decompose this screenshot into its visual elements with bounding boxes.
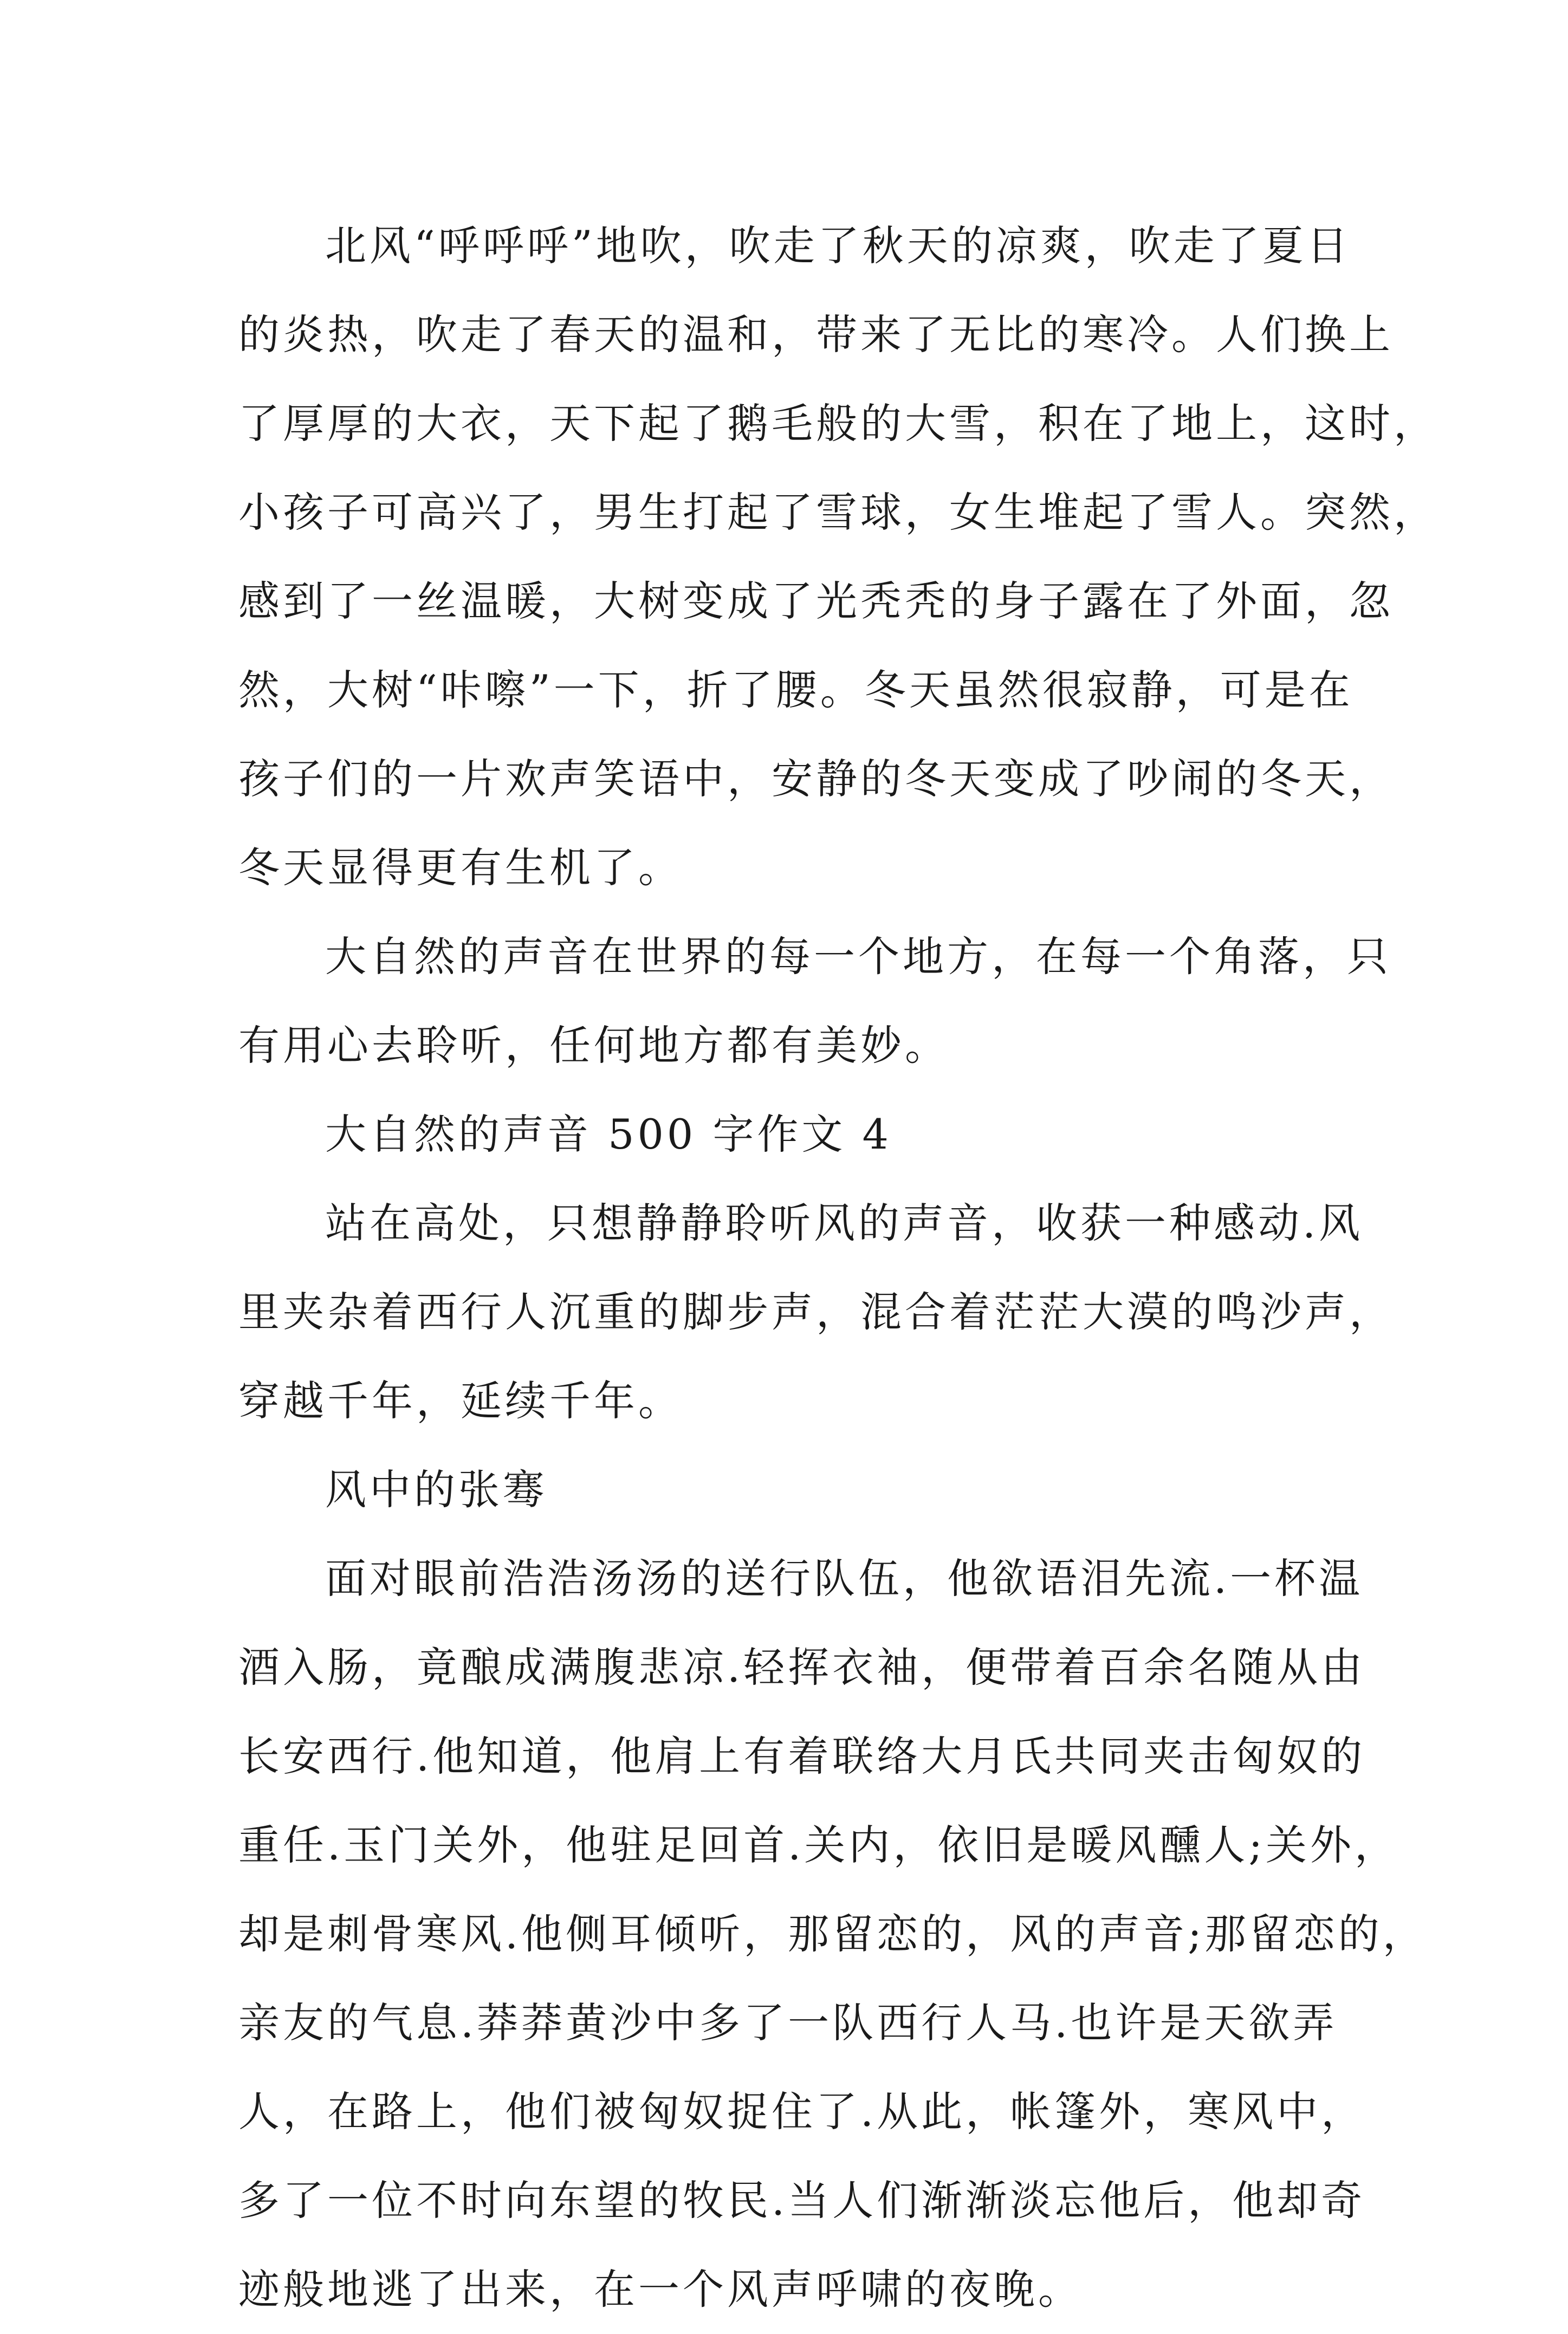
- text-line: 穿越千年，延续千年。: [238, 1377, 683, 1425]
- text-line: 迹般地逃了出来，在一个风声呼啸的夜晚。: [238, 2265, 1083, 2313]
- text-line: 人，在路上，他们被匈奴捉住了.从此，帐篷外，寒风中，: [238, 2087, 1366, 2136]
- text-line: 重任.玉门关外，他驻足回首.关内，依旧是暖风醺人;关外，: [238, 1821, 1399, 1869]
- text-line: 冬天显得更有生机了。: [238, 844, 683, 892]
- document-body: [238, 202, 1438, 2334]
- text-line: 感到了一丝温暖，大树变成了光秃秃的身子露在了外面，忽: [238, 577, 1394, 625]
- text-line: 面对眼前浩浩汤汤的送行队伍，他欲语泪先流.一杯温: [325, 1554, 1364, 1603]
- text-line: 北风“呼呼呼”地吹，吹走了秋天的凉爽，吹走了夏日: [325, 222, 1351, 270]
- text-line: 亲友的气息.莽莽黄沙中多了一队西行人马.也许是天欲弄: [238, 1999, 1338, 2047]
- text-line: 了厚厚的大衣，天下起了鹅毛般的大雪，积在了地上，这时，: [238, 399, 1438, 448]
- text-line: 孩子们的一片欢声笑语中，安静的冬天变成了吵闹的冬天，: [238, 755, 1394, 803]
- text-line: 酒入肠，竟酿成满腹悲凉.轻挥衣袖，便带着百余名随从由: [238, 1643, 1366, 1691]
- section-heading: 大自然的声音 500 字作文 4: [325, 1110, 892, 1158]
- text-line: 长安西行.他知道，他肩上有着联络大月氏共同夹击匈奴的: [238, 1732, 1366, 1780]
- text-line: 大自然的声音在世界的每一个地方，在每一个角落，只: [325, 932, 1391, 981]
- text-line: 有用心去聆听，任何地方都有美妙。: [238, 1021, 949, 1069]
- text-line: 多了一位不时向东望的牧民.当人们渐渐淡忘他后，他却奇: [238, 2176, 1366, 2225]
- text-line: 然，大树“咔嚓”一下，折了腰。冬天虽然很寂静，可是在: [238, 666, 1353, 714]
- text-line: 小孩子可高兴了，男生打起了雪球，女生堆起了雪人。突然，: [238, 488, 1438, 536]
- text-line: 站在高处，只想静静聆听风的声音，收获一种感动.风: [325, 1199, 1364, 1247]
- text-line: 的炎热，吹走了春天的温和，带来了无比的寒冷。人们换上: [238, 310, 1394, 359]
- subsection-heading: 风中的张骞: [325, 1466, 547, 1514]
- text-line: 里夹杂着西行人沉重的脚步声，混合着茫茫大漠的鸣沙声，: [238, 1288, 1394, 1336]
- text-line: 却是刺骨寒风.他侧耳倾听，那留恋的，风的声音;那留恋的，: [238, 1910, 1427, 1958]
